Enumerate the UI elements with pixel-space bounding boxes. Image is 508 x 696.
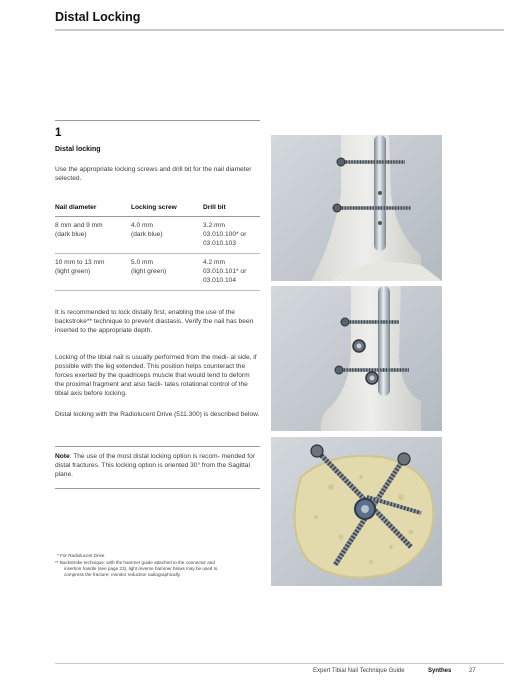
illustration-distal-locking-three-screws [271, 286, 442, 431]
step-divider [55, 120, 260, 121]
note-divider-top [55, 446, 260, 447]
radiolucent-paragraph: Distal locking with the Radiolucent Drive (511.300) is described below. [55, 411, 260, 418]
cell-text: 03.010.103 [203, 240, 237, 247]
illustration-distal-locking-two-screws [271, 135, 442, 281]
cell-text: 8 mm and 9 mm [55, 222, 103, 229]
note-label: Note [55, 453, 70, 460]
cell-text: (light green) [55, 268, 91, 275]
page-number: 27 [469, 668, 476, 674]
bone-nail-graphic [271, 135, 442, 281]
locking-spec-table [55, 201, 260, 291]
footnote-line: insertion handle (see page 23), light reverse hammer blows may be used to [64, 566, 218, 571]
drill-bit-cell [203, 217, 260, 254]
footnote-line: compress the fracture; monitor reduction radiographically. [64, 572, 181, 577]
bone-nail-graphic [271, 286, 442, 431]
column-header-locking-screw: Locking screw [131, 201, 203, 217]
cell-text: 03.010.101* or [203, 268, 247, 275]
nail-diameter-cell [55, 217, 131, 254]
recommendation-paragraph: It is recommended to lock distally first, enabling the use of the backstroke** technique to prevent diastasis. Verify the nail has been inserted to the appropriate depth. [55, 309, 254, 334]
locking-paragraph: Locking of the tibial nail is usually performed from the medi- al side, if possible with the leg extended. This position helps counteract the forces exerted by the quadriceps muscle that would tend to deform the proximal fragment and also facili- tates rotational control of the tibial axis before locking. [55, 354, 257, 397]
cell-text: 10 mm to 13 mm [55, 259, 105, 266]
footnote-line: ** Backstroke technique: with the hammer guide attached to the connector and [55, 560, 215, 565]
cross-section-graphic [271, 437, 442, 586]
note-box [55, 452, 260, 479]
cell-text: 3.2 mm [203, 222, 225, 229]
footnote-backstroke [55, 560, 275, 578]
cell-text: (light green) [131, 268, 167, 275]
footer-guide-title: Expert Tibial Nail Technique Guide [313, 668, 405, 674]
step-number: 1 [55, 127, 62, 139]
cell-text: 4.2 mm [203, 259, 225, 266]
note-text: : The use of the most distal locking option is recom- mended for distal fractures. This locking option is oriented 30° from the Sagittal plane. [55, 453, 255, 478]
cell-text: 03.010.104 [203, 277, 237, 284]
note-divider-bottom [55, 488, 260, 489]
page-title: Distal Locking [55, 10, 141, 24]
table-row [55, 217, 260, 254]
cell-text: (dark blue) [55, 231, 87, 238]
footnote-radiolucent: * For Radiolucent Drive [57, 553, 105, 558]
locking-screw-cell [131, 217, 203, 254]
footer-divider [55, 663, 504, 664]
intro-paragraph: Use the appropriate locking screws and drill bit for the nail diameter selected. [55, 166, 252, 182]
column-header-drill-bit: Drill bit [203, 201, 260, 217]
column-header-nail-diameter: Nail diameter [55, 201, 131, 217]
cell-text: (dark blue) [131, 231, 163, 238]
step-title: Distal locking [55, 146, 101, 153]
footer-brand: Synthes [428, 668, 452, 674]
drill-bit-cell [203, 254, 260, 291]
cell-text: 5.0 mm [131, 259, 153, 266]
nail-diameter-cell [55, 254, 131, 291]
table-row [55, 254, 260, 291]
cell-text: 03.010.100* or [203, 231, 247, 238]
illustration-cross-section-screws [271, 437, 442, 586]
locking-screw-cell [131, 254, 203, 291]
table-header-row [55, 201, 260, 217]
cell-text: 4.0 mm [131, 222, 153, 229]
title-divider [55, 29, 504, 31]
